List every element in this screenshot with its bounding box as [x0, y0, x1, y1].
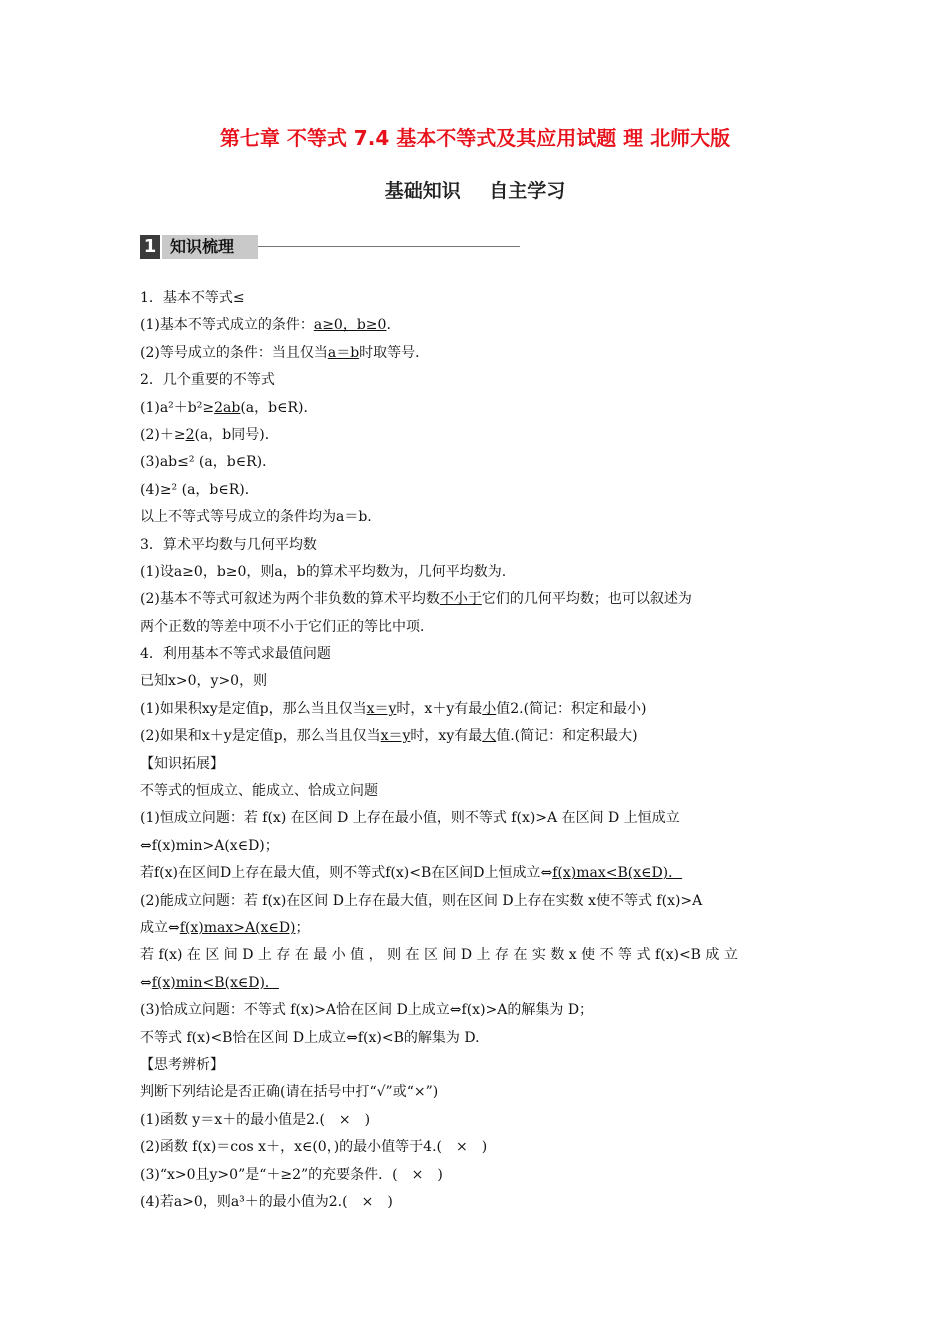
text-run: 时，xy有最	[410, 728, 483, 745]
answer-blank: a≥0，b≥0	[313, 317, 387, 334]
text-run: 值2.(简记：积定和最小)	[496, 700, 647, 717]
text-run: (a，b同号)．	[194, 426, 279, 443]
section-number: 1	[140, 235, 160, 259]
text-line: 4．利用基本不等式求最值问题	[140, 646, 331, 663]
document-title: 第七章 不等式 7.4 基本不等式及其应用试题 理 北师大版	[219, 126, 731, 150]
text-run: 时，x＋y有最	[396, 700, 483, 717]
answer-blank: 2ab	[214, 399, 241, 416]
text-line	[140, 340, 812, 367]
text-run: 它们的几何平均数；也可以叙述为	[481, 591, 692, 608]
text-run: (a，b∈R)．	[240, 399, 318, 416]
text-line: (2)函数 f(x)＝cos x＋，x∈(0，)的最小值等于4.( × )	[140, 1139, 488, 1156]
text-run: 时取等号．	[359, 344, 430, 361]
answer-blank: 小	[482, 700, 497, 717]
text-line: (3)ab≤² (a，b∈R)．	[140, 454, 277, 471]
text-line	[140, 395, 812, 422]
text-line	[140, 696, 812, 723]
text-run: (1)基本不等式成立的条件：	[140, 317, 314, 334]
text-line: (3)恰成立问题：不等式 f(x)>A恰在区间 D上成立⇔f(x)>A的解集为 D；	[140, 1002, 594, 1019]
text-line: (4)若a>0，则a³＋的最小值为2.( × )	[140, 1193, 393, 1210]
text-line: 1．基本不等式≤	[140, 290, 245, 306]
text-line	[140, 586, 812, 613]
answer-blank: x＝y	[366, 700, 397, 717]
answer-blank: f(x)max>A(x∈D)	[179, 919, 296, 936]
text-line: (2)能成立问题：若 f(x)在区间 D上存在最大值，则在区间 D上存在实数 x使不等式 f(x)>A	[140, 892, 703, 909]
text-line: (3)“x>0且y>0”是“＋≥2”的充要条件．( × )	[140, 1166, 443, 1183]
text-line	[140, 723, 812, 750]
text-line	[140, 312, 812, 339]
text-line	[140, 860, 812, 887]
answer-blank: x＝y	[380, 728, 411, 745]
text-line: 若 f(x) 在 区 间 D 上 存 在 最 小 值 ， 则 在 区 间 D 上 存 在 实 数 x 使 不 等 式 f(x)<B 成 立	[140, 947, 738, 964]
answer-blank: 2	[185, 426, 195, 443]
text-run: ⇔	[140, 974, 152, 991]
section-divider	[258, 246, 520, 247]
text-line: (4)≥² (a，b∈R)．	[140, 481, 259, 498]
text-line: 【思考辨析】	[140, 1056, 224, 1073]
answer-blank: 大	[482, 728, 497, 745]
text-line	[140, 970, 812, 997]
document-subtitle: 基础知识 自主学习	[384, 180, 566, 202]
document-body	[140, 285, 812, 1216]
text-run: ；	[295, 919, 310, 936]
text-line: 两个正数的等差中项不小于它们正的等比中项．	[140, 618, 434, 635]
text-line: 以上不等式等号成立的条件均为a＝b.	[140, 509, 372, 526]
text-line: 不等式 f(x)<B恰在区间 D上成立⇔f(x)<B的解集为 D.	[140, 1029, 480, 1046]
text-run: (2)等号成立的条件：当且仅当	[140, 344, 328, 361]
answer-blank: f(x)max<B(x∈D)．	[552, 865, 683, 882]
section-header	[140, 235, 520, 259]
text-line: (1)函数 y＝x＋的最小值是2.( × )	[140, 1111, 371, 1128]
text-run: .	[386, 317, 391, 334]
text-run: 成立⇔	[140, 919, 180, 936]
text-line: 2．几个重要的不等式	[140, 372, 275, 389]
text-line: (1)恒成立问题：若 f(x) 在区间 D 上存在最小值，则不等式 f(x)>A 在区间 D 上恒成立	[140, 810, 680, 827]
text-run: (2)如果和x＋y是定值p，那么当且仅当	[140, 728, 381, 745]
text-run: 值.(简记：和定积最大)	[496, 728, 638, 745]
text-run: (2)＋≥	[140, 426, 186, 443]
text-line: 判断下列结论是否正确(请在括号中打“√”或“×”)	[140, 1084, 439, 1101]
text-line: 3．算术平均数与几何平均数	[140, 536, 317, 553]
answer-blank: a＝b	[327, 344, 360, 361]
text-line	[140, 915, 812, 942]
text-run: (2)基本不等式可叙述为两个非负数的算术平均数	[140, 591, 440, 608]
answer-blank: 不小于	[439, 591, 482, 608]
section-label: 知识梳理	[162, 235, 258, 259]
text-run: 若f(x)在区间D上存在最大值，则不等式f(x)<B在区间D上恒成立⇔	[140, 865, 553, 882]
text-line: 已知x>0，y>0，则	[140, 673, 268, 690]
text-line: ⇔f(x)min>A(x∈D)；	[140, 837, 279, 854]
text-line: 不等式的恒成立、能成立、恰成立问题	[140, 783, 378, 800]
answer-blank: f(x)min<B(x∈D)．	[151, 974, 279, 991]
text-run: (1)a²＋b²≥	[140, 399, 215, 416]
text-line	[140, 422, 812, 449]
text-run: (1)如果积xy是定值p，那么当且仅当	[140, 700, 367, 717]
text-line: (1)设a≥0，b≥0，则a，b的算术平均数为，几何平均数为.	[140, 563, 507, 580]
text-line: 【知识拓展】	[140, 755, 224, 772]
